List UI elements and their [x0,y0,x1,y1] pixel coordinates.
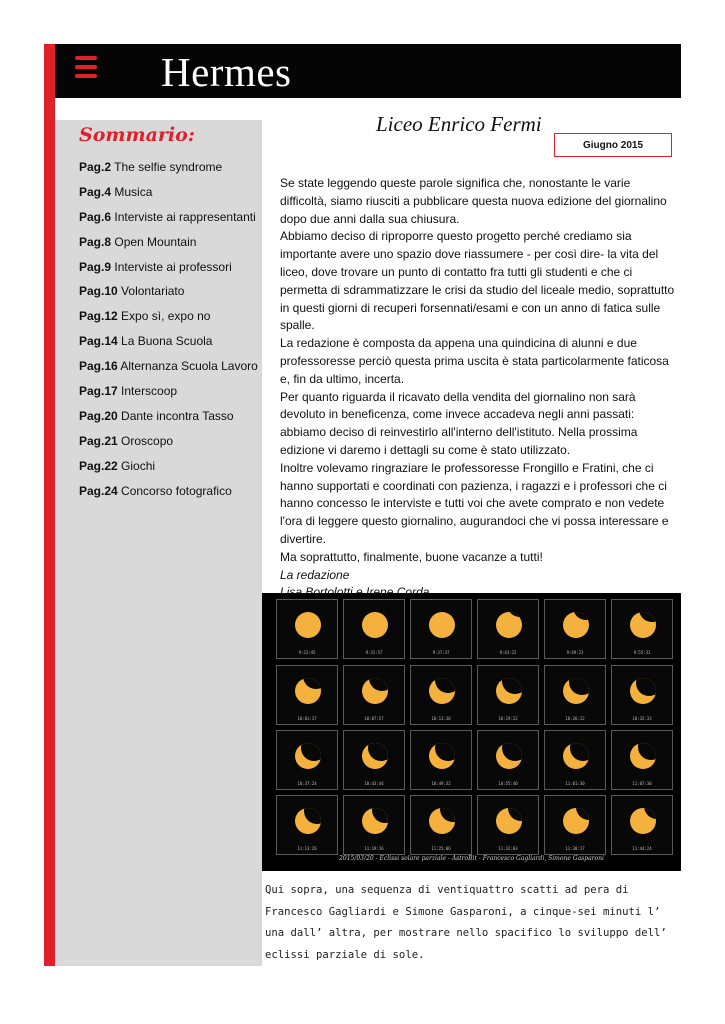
eclipse-photo-sequence [262,593,681,871]
frame-timestamp: 10:07:57 [364,716,384,721]
frame-timestamp: 9:49:23 [566,650,584,655]
sun-disc [295,743,321,769]
moon-shadow [569,678,589,695]
toc-item [79,210,258,235]
toc-page-number: Pag.24 [79,483,118,498]
toc-item-label: Dante incontra Tasso [121,408,234,423]
toc-item [79,409,258,434]
toc-item [79,459,258,484]
masthead-title: Hermes [161,49,292,95]
toc-title: Sommario: [79,124,195,146]
frame-timestamp: 10:43:44 [364,781,384,786]
moon-shadow [570,743,589,761]
sun-disc [429,678,455,704]
toc-item-label: Interscoop [121,384,178,399]
moon-shadow [636,678,656,696]
toc-item-label: Alternanza Scuola Lavoro [120,359,258,374]
toc-page-number: Pag.12 [79,309,118,324]
toc-page-number: Pag.14 [79,334,118,349]
photo-caption: Qui sopra, una sequenza di ventiquattro scatti ad pera di Francesco Gagliardi e Simone Gasparoni, a cinque-sei minuti l’ una dall’ altra, per mostrare nello spacifico lo sviluppo dell’ eclissi parziale di sole. [265,884,667,961]
toc-item [79,334,258,359]
article-paragraph: Inoltre volevamo ringraziare le professoresse Frongillo e Fratini, che ci hanno supportati e coordinati con pazienza, i ragazzi e i professori che ci hanno concesso le interviste e tutti voi che avete comprato e non vedete l'ora di leggere questo giornalino, augurandoci che vi possa interessare e divertire. [280,460,669,546]
moon-shadow [372,808,388,823]
eclipse-grid [262,593,681,851]
editorial-article [280,175,676,602]
sun-disc [563,612,589,638]
toc-item [79,434,258,459]
frame-timestamp: 10:37:24 [297,781,317,786]
sun-disc [630,808,656,834]
eclipse-frame [477,665,539,725]
sun-disc [295,808,321,834]
frame-timestamp: 11:38:17 [565,846,585,851]
moon-shadow [576,808,589,820]
issue-date-box [554,133,672,157]
toc-item [79,484,258,509]
eclipse-frame [611,665,673,725]
toc-page-number: Pag.4 [79,184,112,199]
toc-item-label: Musica [114,184,153,199]
toc-item-label: Oroscopo [121,433,174,448]
toc-item-label: Concorso fotografico [121,483,232,498]
toc-item [79,384,258,409]
toc-item [79,309,258,334]
moon-shadow [573,612,589,620]
moon-shadow [502,743,522,761]
sun-disc [429,743,455,769]
eclipse-frame [276,599,338,659]
moon-shadow [440,808,455,822]
toc-page-number: Pag.2 [79,160,112,174]
eclipse-frame [343,795,405,855]
eclipse-frame [544,795,606,855]
eclipse-frame [343,730,405,790]
moon-shadow [435,678,455,693]
eclipse-frame [276,730,338,790]
eclipse-frame [544,599,606,659]
article-paragraph: La redazione è composta da appena una quindicina di alunni e due professoresse perciò questa prima uscita è stata particolarmente faticosa e, fin da ultimo, incerta. [280,336,669,386]
moon-shadow [369,678,388,691]
sun-disc [295,612,321,638]
sun-disc [362,808,388,834]
article-signoff: La redazione [280,567,350,582]
moon-shadow [644,808,656,819]
toc-item [79,260,258,285]
sun-disc [563,808,589,834]
moon-shadow [435,743,455,761]
toc-page-number: Pag.21 [79,433,118,448]
sun-disc [563,743,589,769]
moon-shadow [303,678,321,689]
toc-item [79,235,258,260]
eclipse-frame [611,730,673,790]
frame-timestamp: 11:32:03 [498,846,518,851]
issue-date: Giugno 2015 [582,139,643,151]
toc-page-number: Pag.20 [79,408,118,423]
sun-disc [630,612,656,638]
frame-timestamp: 9:43:22 [499,650,517,655]
eclipse-frame [410,665,472,725]
toc-item [79,185,258,210]
eclipse-frame [343,599,405,659]
toc-item [79,284,258,309]
eclipse-frame [276,665,338,725]
moon-shadow [507,612,522,617]
sun-disc [630,678,656,704]
sun-disc [429,612,455,638]
article-paragraph: Ma soprattutto, finalmente, buone vacanze a tutti! [280,549,543,564]
sun-disc [362,612,388,638]
frame-timestamp: 9:31:57 [365,650,383,655]
moon-shadow [375,612,388,613]
article-paragraph: Se state leggendo queste parole significa che, nonostante le varie difficoltà, siamo riusciti a pubblicare questa nuova edizione del giornalino dopo due anni dalla sua chiusura. [280,176,667,226]
toc-item-label: Volontariato [121,284,185,299]
sun-disc [362,678,388,704]
sun-disc [496,678,522,704]
toc-page-number: Pag.6 [79,209,112,224]
toc-item-label: Giochi [121,458,156,473]
toc-item [79,160,258,185]
sun-disc [496,808,522,834]
frame-timestamp: 10:01:37 [297,716,317,721]
toc-page-number: Pag.22 [79,458,118,473]
toc-item [79,359,258,384]
sun-disc [496,743,522,769]
table-of-contents [55,120,262,966]
sun-disc [362,743,388,769]
toc-item-label: Expo sì, expo no [121,309,211,324]
photo-credit: 2015/03/20 - Eclissi solare parziale - AstroBit - Francesco Gagliardi, Simone Gasparoni [339,855,604,862]
toc-page-number: Pag.10 [79,284,118,299]
frame-timestamp: 11:44:24 [632,846,652,851]
eclipse-frame [544,665,606,725]
frame-timestamp: 11:01:30 [565,781,585,786]
toc-item-label: La Buona Scuola [121,334,213,349]
toc-page-number: Pag.16 [79,359,118,374]
eclipse-frame [544,730,606,790]
frame-timestamp: 10:19:22 [498,716,518,721]
moon-shadow [502,678,522,694]
eclipse-frame [410,599,472,659]
frame-timestamp: 11:25:06 [431,846,451,851]
frame-timestamp: 9:23:45 [298,650,316,655]
eclipse-frame [611,599,673,659]
left-accent-bar [44,44,55,966]
frame-timestamp: 11:13:26 [297,846,317,851]
eclipse-frame [611,795,673,855]
eclipse-frame [477,730,539,790]
eclipse-frame [410,795,472,855]
article-paragraph: Abbiamo deciso di riproporre questo progetto perché crediamo sia importante avere uno spazio dove riassumere - per così dire- la vita del liceo, dove trovare un punto di contatto fra tutti gli studenti e che ci permetta di sdrammatizzare le crisi da studio del liceale medio, soprattutto in questi giorni di recuperi forsennati/esami e con un anno di fatica sulle spalle. [280,229,675,333]
moon-shadow [441,612,455,615]
menu-icon[interactable] [75,56,97,78]
moon-shadow [304,808,321,824]
frame-timestamp: 9:37:37 [432,650,450,655]
moon-shadow [301,743,321,761]
masthead-bar [55,44,681,98]
toc-item-label: The selfie syndrome [114,160,223,174]
sun-disc [630,743,656,769]
eclipse-frame [343,665,405,725]
moon-shadow [368,743,388,761]
toc-item-label: Interviste ai professori [114,259,232,274]
moon-shadow [638,743,656,760]
eclipse-frame [410,730,472,790]
sun-disc [496,612,522,638]
frame-timestamp: 10:55:40 [498,781,518,786]
moon-shadow [639,612,656,622]
sun-disc [295,678,321,704]
frame-timestamp: 10:49:32 [431,781,451,786]
sun-disc [429,808,455,834]
toc-page-number: Pag.17 [79,384,118,399]
frame-timestamp: 10:13:30 [431,716,451,721]
sun-disc [563,678,589,704]
eclipse-frame [477,599,539,659]
frame-timestamp: 9:55:31 [633,650,651,655]
eclipse-frame [477,795,539,855]
frame-timestamp: 11:19:16 [364,846,384,851]
toc-page-number: Pag.9 [79,259,112,274]
eclipse-frame [276,795,338,855]
school-name: Liceo Enrico Fermi [376,112,542,136]
toc-item-label: Open Mountain [114,234,197,249]
article-paragraph: Per quanto riguarda il ricavato della vendita del giornalino non sarà devoluto in beneficenza, come invece accadeva negli anni passati: abbiamo deciso di reinvestirlo all'interno dell'istituto. Nella prossima edizione vi daremo i dettagli su come è stato utilizzato. [280,389,638,457]
toc-page-number: Pag.8 [79,234,112,249]
frame-timestamp: 10:32:33 [632,716,652,721]
moon-shadow [508,808,522,821]
toc-item-label: Interviste ai rappresentanti [114,209,256,224]
frame-timestamp: 11:07:30 [632,781,652,786]
frame-timestamp: 10:26:12 [565,716,585,721]
toc-list [79,160,258,508]
